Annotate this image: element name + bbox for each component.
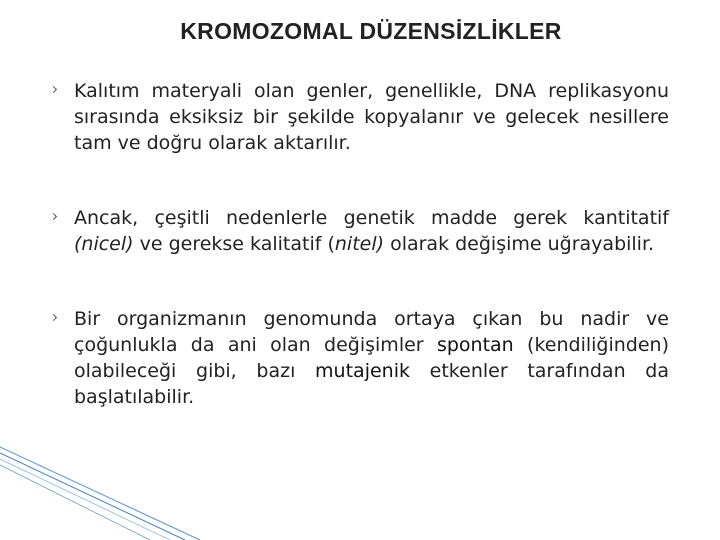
bullet-text-part: ve gerekse kalitatif ( [133, 233, 335, 255]
chevron-right-icon [51, 214, 57, 220]
italic-term-nitel: nitel) [334, 233, 385, 255]
page-title: KROMOZOMAL DÜZENSİZLİKLER [180, 18, 562, 44]
bullet-item-1 [49, 78, 669, 156]
decorative-line [0, 465, 150, 540]
bullet-list [49, 78, 669, 410]
bullet-text-part: Bir organizmanın genomunda ortaya çıkan bu nadir ve çoğunlukla da ani olan değişimler [74, 308, 669, 356]
decorative-line [0, 459, 170, 540]
decorative-corner-lines [0, 445, 200, 540]
decorative-line [0, 453, 185, 540]
term-mutajenik: mutajenik [315, 360, 410, 382]
bullet-text-part: etkenler tarafından da başlatılabilir. [74, 360, 669, 408]
chevron-right-icon [51, 87, 57, 93]
decorative-line [0, 447, 200, 540]
bullet-text-part: (kendiliğinden) olabileceği gibi, bazı [74, 334, 669, 382]
bullet-item-2 [49, 205, 669, 257]
bullet-text: Kalıtım materyali olan genler, genellikle, DNA replikasyonu sırasında eksiksiz bir şekilde kopyalanır ve gelecek nesillere tam ve doğru olarak aktarılır. [74, 80, 669, 154]
term-spontan: spontan [436, 334, 514, 356]
bullet-item-3 [49, 306, 669, 410]
chevron-right-icon [51, 315, 57, 321]
italic-term-nicel: (nicel) [74, 233, 134, 255]
bullet-text-part: olarak değişime uğrayabilir. [384, 233, 655, 255]
bullet-text-part: Ancak, çeşitli nedenlerle genetik madde gerek kantitatif [74, 207, 669, 229]
